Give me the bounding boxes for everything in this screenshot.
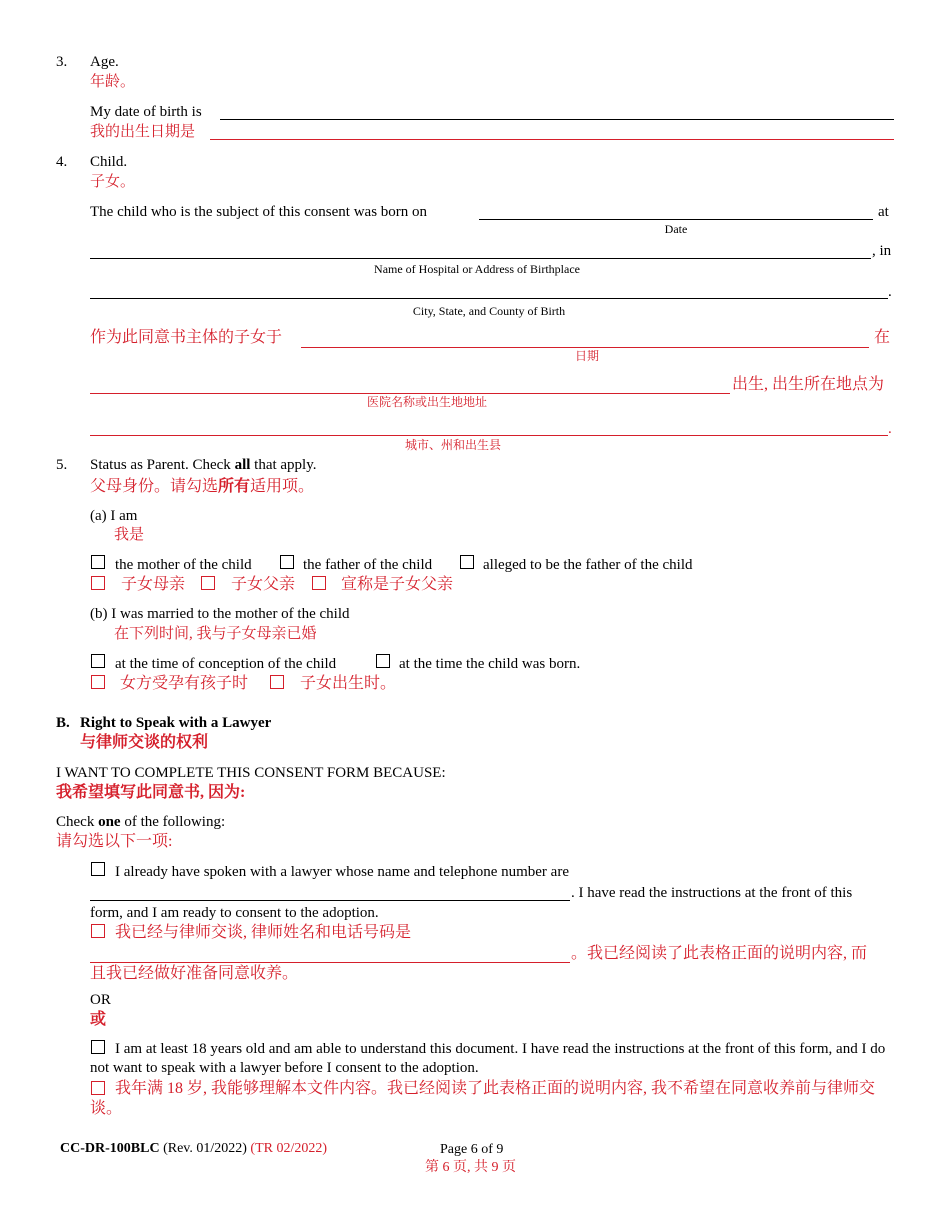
sub-a-label-zh: 我是 xyxy=(114,527,145,543)
form-id: CC-DR-100BLC (Rev. 01/2022) (TR 02/2022) xyxy=(60,1141,328,1156)
section-3-title: Age. xyxy=(90,54,119,70)
born-on-label: The child who is the subject of this consent was born on xyxy=(90,204,428,220)
birth-date-field-zh[interactable] xyxy=(301,347,869,348)
section-4-number: 4. xyxy=(56,154,68,170)
mother-checkbox-zh[interactable] xyxy=(91,576,105,590)
or-separator-zh: 或 xyxy=(90,1011,107,1028)
sub-b-label-zh: 在下列时间, 我与子女母亲已婚 xyxy=(114,626,317,642)
sub-a-label: (a) I am xyxy=(90,508,138,524)
lawyer-name-phone-field[interactable] xyxy=(90,900,570,901)
father-option-label-zh: 子女父亲 xyxy=(231,576,296,593)
check-one-instruction: Check one of the following: xyxy=(56,814,226,830)
born-on-label-zh: 作为此同意书主体的子女于 xyxy=(90,329,283,346)
dob-field-zh[interactable] xyxy=(210,139,894,140)
conception-option-label-zh: 女方受孕有孩子时 xyxy=(120,675,249,692)
want-statement: I WANT TO COMPLETE THIS CONSENT FORM BECAUSE: xyxy=(56,765,446,781)
city-caption: City, State, and County of Birth xyxy=(412,304,566,318)
spoken-with-lawyer-text-zh-line1: 我已经与律师交谈, 律师姓名和电话号码是 xyxy=(115,924,412,941)
section-3-number: 3. xyxy=(56,54,68,70)
city-field[interactable] xyxy=(90,298,888,299)
conception-checkbox[interactable] xyxy=(91,654,105,668)
check-one-instruction-zh: 请勾选以下一项: xyxy=(56,833,173,850)
birth-date-field[interactable] xyxy=(479,219,873,220)
father-checkbox-zh[interactable] xyxy=(201,576,215,590)
spoken-with-lawyer-text-zh-line3: 且我已经做好准备同意收养。 xyxy=(90,965,299,982)
city-period-zh: . xyxy=(888,421,892,437)
section-b-title: Right to Speak with a Lawyer xyxy=(80,715,272,731)
section-5-number: 5. xyxy=(56,457,68,473)
at-label: at xyxy=(878,204,889,220)
section-3-title-zh: 年龄。 xyxy=(90,74,136,90)
hospital-field-zh[interactable] xyxy=(90,393,730,394)
section-4-title: Child. xyxy=(90,154,128,170)
city-period: . xyxy=(888,284,892,300)
at-label-zh: 在 xyxy=(874,329,891,346)
dob-label-zh: 我的出生日期是 xyxy=(90,124,196,140)
in-label: , in xyxy=(872,243,892,259)
city-caption-zh: 城市、州和出生县 xyxy=(404,438,502,452)
alleged-father-checkbox-zh[interactable] xyxy=(312,576,326,590)
section-5-title: Status as Parent. Check all that apply. xyxy=(90,457,317,473)
birth-time-option-label: at the time the child was born. xyxy=(399,656,581,672)
city-field-zh[interactable] xyxy=(90,435,888,436)
hospital-field[interactable] xyxy=(90,258,871,259)
page-number-zh: 第 6 页, 共 9 页 xyxy=(425,1160,516,1175)
hospital-caption-zh: 医院名称或出生地地址 xyxy=(366,395,488,409)
conception-checkbox-zh[interactable] xyxy=(91,675,105,689)
spoken-with-lawyer-text-zh-line2: 。我已经阅读了此表格正面的说明内容, 而 xyxy=(571,945,868,962)
sub-b-label: (b) I was married to the mother of the child xyxy=(90,606,350,622)
alleged-father-option-label-zh: 宣称是子女父亲 xyxy=(341,576,454,593)
spoken-with-lawyer-text-line3: form, and I am ready to consent to the adoption. xyxy=(90,905,379,921)
or-separator: OR xyxy=(90,992,111,1008)
mother-option-label-zh: 子女母亲 xyxy=(121,576,186,593)
father-option-label: the father of the child xyxy=(303,557,433,573)
birth-time-checkbox-zh[interactable] xyxy=(270,675,284,689)
spoken-with-lawyer-checkbox[interactable] xyxy=(91,862,105,876)
section-4-title-zh: 子女。 xyxy=(90,174,136,190)
alleged-father-option-label: alleged to be the father of the child xyxy=(483,557,693,573)
birth-time-option-label-zh: 子女出生时。 xyxy=(300,675,397,692)
spoken-with-lawyer-text-line2: . I have read the instructions at the front of this xyxy=(571,885,853,901)
birth-time-checkbox[interactable] xyxy=(376,654,390,668)
dob-field[interactable] xyxy=(220,119,894,120)
father-checkbox[interactable] xyxy=(280,555,294,569)
spoken-with-lawyer-checkbox-zh[interactable] xyxy=(91,924,105,938)
no-lawyer-text: I am at least 18 years old and am able to understand this document. I have read the instructions at the front of this form, and I do not want to speak with a lawyer before I consent to the adoption. xyxy=(90,1041,886,1076)
section-5-title-zh: 父母身份。请勾选所有适用项。 xyxy=(90,478,315,495)
section-b-letter: B. xyxy=(56,715,70,731)
mother-option-label: the mother of the child xyxy=(115,557,252,573)
conception-option-label: at the time of conception of the child xyxy=(115,656,337,672)
lawyer-name-phone-field-zh[interactable] xyxy=(90,962,570,963)
mother-checkbox[interactable] xyxy=(91,555,105,569)
spoken-with-lawyer-text-line1: I already have spoken with a lawyer whose name and telephone number are xyxy=(115,864,569,880)
date-caption-zh: 日期 xyxy=(574,349,600,363)
date-caption: Date xyxy=(664,222,688,236)
page-number: Page 6 of 9 xyxy=(440,1142,504,1157)
hospital-caption: Name of Hospital or Address of Birthplace xyxy=(374,262,580,276)
want-statement-zh: 我希望填写此同意书, 因为: xyxy=(56,784,246,801)
section-b-title-zh: 与律师交谈的权利 xyxy=(80,734,209,751)
no-lawyer-text-zh: 我年满 18 岁, 我能够理解本文件内容。我已经阅读了此表格正面的说明内容, 我不希望在同意收养前与律师交谈。 xyxy=(90,1080,876,1117)
alleged-father-checkbox[interactable] xyxy=(460,555,474,569)
born-place-label-zh: 出生, 出生所在地点为 xyxy=(732,376,885,393)
dob-label: My date of birth is xyxy=(90,104,202,120)
